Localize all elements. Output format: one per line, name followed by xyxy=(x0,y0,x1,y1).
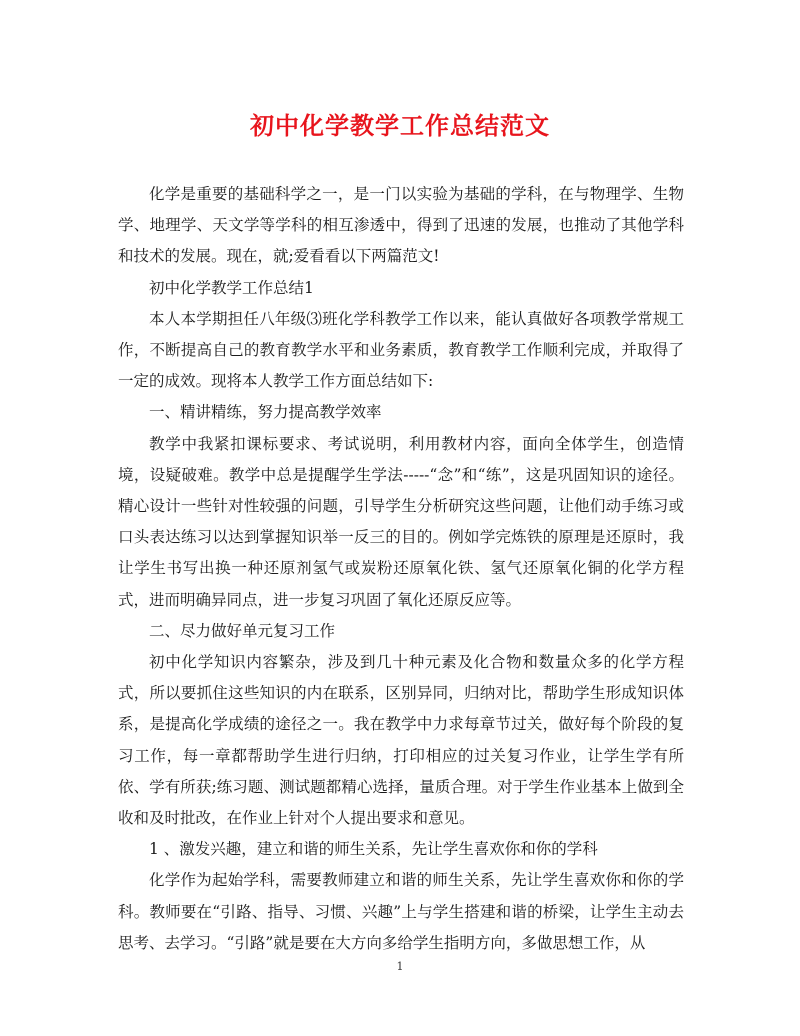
paragraph-review: 初中化学知识内容繁杂，涉及到几十种元素及化合物和数量众多的化学方程式，所以要抓住这些知识的内在联系，区别异同，归纳对比，帮助学生形成知识体系，是提高化学成绩的途径之一。我在教学中力求每章节过关，做好每个阶段的复习工作，每一章都帮助学生进行归纳，打印相应的过关复习作业，让学生学有所依、学有所获;练习题、测试题都精心选择，量质合理。对于学生作业基本上做到全收和及时批改，在作业上针对个人提出要求和意见。 xyxy=(118,653,684,828)
section-heading-1: 一、精讲精练，努力提高教学效率 xyxy=(149,403,382,422)
paragraph-intro: 化学是重要的基础科学之一，是一门以实验为基础的学科，在与物理学、生物学、地理学、天文学等学科的相互渗透中，得到了迅速的发展，也推动了其他学科和技术的发展。现在，就;爱看看以下两篇范文! xyxy=(118,185,684,266)
section-heading-summary-1: 初中化学教学工作总结1 xyxy=(149,278,314,297)
section-heading-2: 二、尽力做好单元复习工作 xyxy=(149,621,336,640)
paragraph-overview: 本人本学期担任八年级⑶班化学科教学工作以来，能认真做好各项教学常规工作，不断提高自己的教育教学水平和业务素质，教育教学工作顺利完成，并取得了一定的成效。现将本人教学工作方面总结如下: xyxy=(118,309,684,391)
paragraph-teaching: 教学中我紧扣课标要求、考试说明，利用教材内容，面向全体学生，创造情境，设疑破难。教学中总是提醒学生学法-----“念”和“练”，这是巩固知识的途径。精心设计一些针对性较强的问题，引导学生分析研究这些问题，让他们动手练习或口头表达练习以达到掌握知识举一反三的目的。例如学完炼铁的原理是还原时，我让学生书写出换一种还原剂氢气或炭粉还原氧化铁、氢气还原氧化铜的化学方程式，进而明确异同点，进一步复习巩固了氧化还原反应等。 xyxy=(118,434,684,609)
subsection-heading-1: 1 、激发兴趣，建立和谐的师生关系，先让学生喜欢你和你的学科 xyxy=(149,840,598,859)
page-number: 1 xyxy=(396,960,404,973)
paragraph-interest: 化学作为起始学科，需要教师建立和谐的师生关系，先让学生喜欢你和你的学科。教师要在“引路、指导、习惯、兴趣”上与学生搭建和谐的桥梁，让学生主动去思考、去学习。“引路”就是要在大方向多给学生指明方向，多做思想工作，从 xyxy=(118,871,684,952)
document-title: 初中化学教学工作总结范文 xyxy=(250,111,550,140)
document-body xyxy=(118,179,684,959)
